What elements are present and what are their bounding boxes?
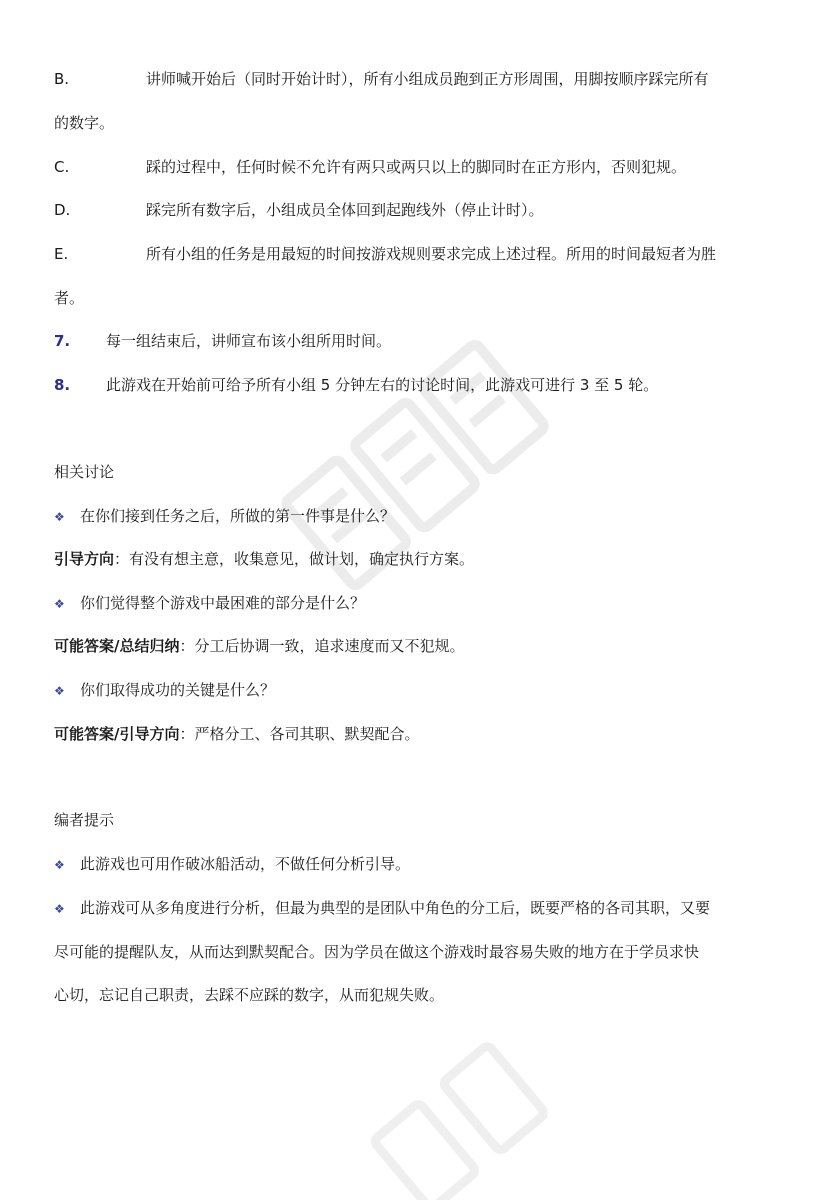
- item-8: [54, 374, 658, 396]
- editor-note-1-text: 此游戏也可用作破冰船活动，不做任何分析引导。: [80, 855, 411, 873]
- editor-note-2-continuation-1: 尽可能的提醒队友，从而达到默契配合。因为学员在做这个游戏时最容易失败的地方在于学员求快: [54, 943, 700, 961]
- editor-note-2: [54, 897, 710, 920]
- item-7: [54, 330, 391, 352]
- answer-1-text: ：有没有想主意，收集意见，做计划，确定执行方案。: [114, 550, 475, 568]
- answer-3-text: ：严格分工、各司其职、默契配合。: [179, 725, 420, 743]
- question-3-text: 你们取得成功的关键是什么？: [80, 681, 276, 699]
- editor-note-2-text: 此游戏可从多角度进行分析，但最为典型的是团队中角色的分工后，既要严格的各司其职，又要: [80, 899, 711, 917]
- editor-notes-heading: 编者提示: [54, 811, 115, 829]
- discussion-question-2: [54, 592, 365, 615]
- item-7-number: 7.: [54, 332, 71, 350]
- discussion-answer-2: [54, 635, 465, 657]
- diamond-bullet-icon: ❖: [54, 902, 65, 916]
- discussion-answer-1: [54, 548, 474, 570]
- step-b-label: B.: [54, 70, 70, 88]
- discussion-answer-3: [54, 723, 420, 745]
- step-c: [54, 156, 686, 178]
- diamond-bullet-icon: ❖: [54, 597, 65, 611]
- step-d: [54, 199, 544, 221]
- question-1-text: 在你们接到任务之后，所做的第一件事是什么？: [80, 507, 396, 525]
- answer-3-label: 可能答案/引导方向: [54, 725, 180, 743]
- step-d-text: 踩完所有数字后，小组成员全体回到起跑线外（停止计时）。: [146, 201, 544, 219]
- question-2-text: 你们觉得整个游戏中最困难的部分是什么？: [80, 594, 366, 612]
- answer-2-label: 可能答案/总结归纳: [54, 637, 180, 655]
- editor-note-1: [54, 853, 410, 876]
- discussion-heading: 相关讨论: [54, 463, 115, 481]
- discussion-question-3: [54, 679, 275, 702]
- diamond-bullet-icon: ❖: [54, 684, 65, 698]
- step-b-continuation: 的数字。: [54, 114, 115, 132]
- step-e-text: 所有小组的任务是用最短的时间按游戏规则要求完成上述过程。所用的时间最短者为胜: [146, 245, 717, 263]
- item-8-text: 此游戏在开始前可给予所有小组 5 分钟左右的讨论时间，此游戏可进行 3 至 5 轮。: [106, 376, 659, 394]
- discussion-question-1: [54, 505, 395, 528]
- answer-2-text: ：分工后协调一致，追求速度而又不犯规。: [179, 637, 465, 655]
- step-b-text: 讲师喊开始后（同时开始计时），所有小组成员跑到正方形周围，用脚按顺序踩完所有: [146, 70, 709, 88]
- step-e: [54, 243, 716, 265]
- step-d-label: D.: [54, 201, 71, 219]
- step-c-text: 踩的过程中，任何时候不允许有两只或两只以上的脚同时在正方形内，否则犯规。: [146, 158, 687, 176]
- diamond-bullet-icon: ❖: [54, 510, 65, 524]
- step-e-continuation: 者。: [54, 289, 85, 307]
- step-e-label: E.: [54, 245, 69, 263]
- step-c-label: C.: [54, 158, 70, 176]
- answer-1-label: 引导方向: [54, 550, 115, 568]
- item-7-text: 每一组结束后，讲师宣布该小组所用时间。: [106, 332, 392, 350]
- item-8-number: 8.: [54, 376, 71, 394]
- step-b: [54, 68, 709, 90]
- watermark-graphic-bottom: [360, 1040, 560, 1200]
- diamond-bullet-icon: ❖: [54, 858, 65, 872]
- editor-note-2-continuation-2: 心切，忘记自己职责，去踩不应踩的数字，从而犯规失败。: [54, 986, 445, 1004]
